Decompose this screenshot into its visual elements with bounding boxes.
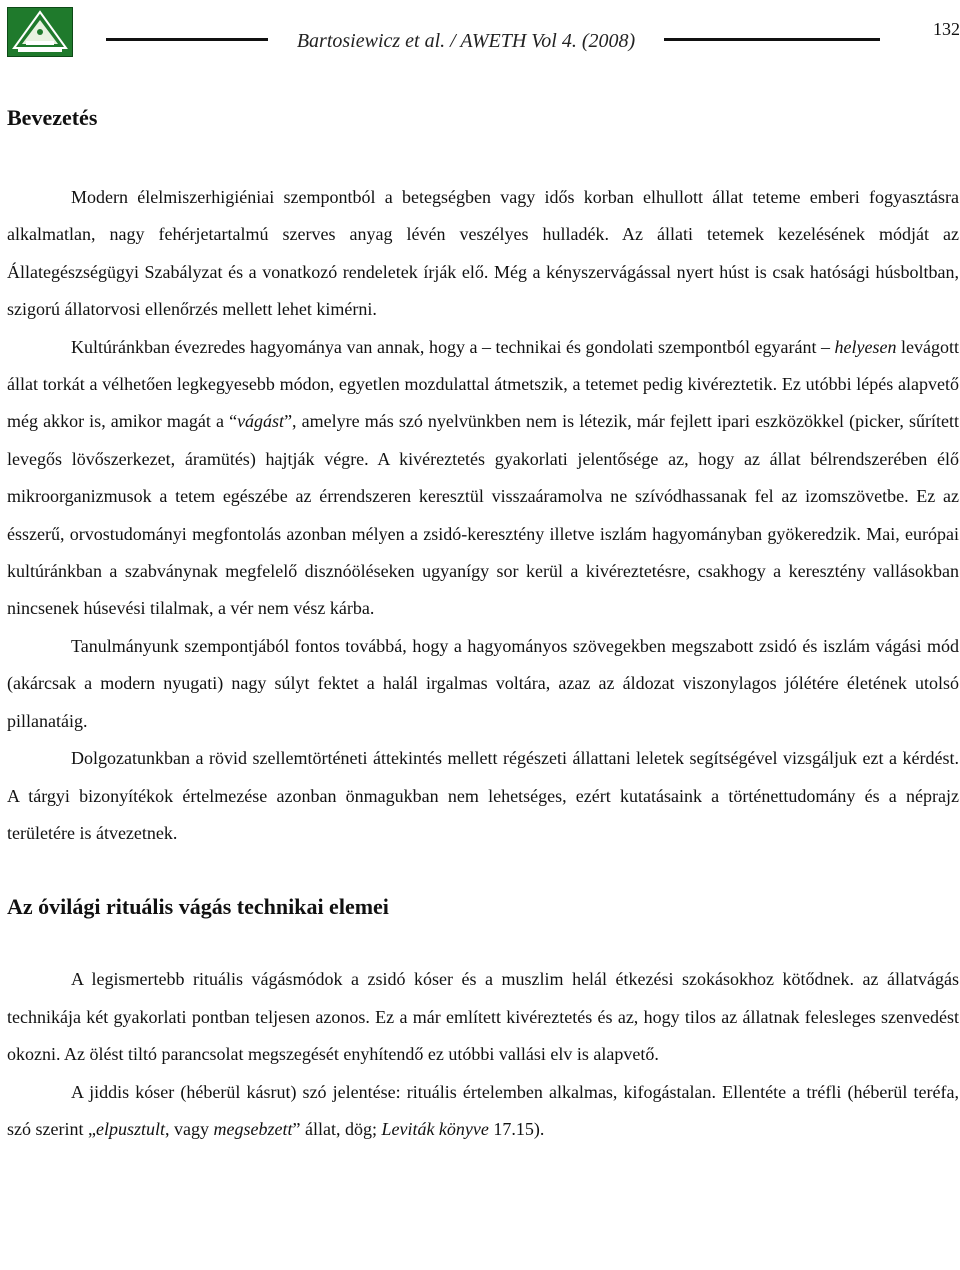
paragraph — [7, 1074, 959, 1149]
text-run: Dolgozatunkban a rövid szellemtörténeti áttekintés mellett régészeti állattani leletek segítségével vizsgáljuk ezt a kérdést. A tárgyi bizonyítékok értelmezése azonban önmagukban nem lehetséges, ezért kutatásaink a történettudomány és a néprajz területére is átvezetnek. — [7, 748, 959, 843]
paragraph — [7, 179, 959, 329]
text-run: Modern élelmiszerhigiéniai szempontból a betegségben vagy idős korban elhullott állat teteme emberi fogyasztásra alkalmatlan, nagy fehérjetartalmú szerves anyag lévén veszélyes hulladék. Az állati tetemek kezelésének módját az Állategészségügyi Szabályzat és a vonatkozó rendeletek írják elő. Még a kényszervágással nyert húst is csak hatósági húsboltban, szigorú állatorvosi ellenőrzés mellett lehet kimérni. — [7, 187, 959, 320]
section-heading-introduction: Bevezetés — [7, 105, 98, 130]
section-introduction-body — [7, 179, 959, 852]
article-body — [7, 100, 959, 1148]
paragraph — [7, 628, 959, 740]
italic-text: elpusztult — [95, 1118, 165, 1139]
paragraph — [7, 740, 959, 852]
text-run: ”, amelyre más szó nyelvünkben nem is létezik, már fejlett ipari eszközökkel (picker, sűrített levegős lövőszerkezet, áramütés) hajtják végre. A kivéreztetés gyakorlati jelentősége az, hogy az állat bélrendszerében élő mikroorganizmusok a tetem egészébe az érrendszeren keresztül visszaáramolva ne szívódhassanak fel az izomszövetbe. Ez az ésszerű, orvostudományi megfontolás azonban mélyen a zsidó-keresztény illetve iszlám hagyományban gyökeredzik. Mai, európai kultúránkban a szabványnak megfelelő disznóöléseken ugyanígy sor kerül a kivéreztetésre, csakhogy a keresztény vallásokban nincsenek húsevési tilalmak, a vér nem vész kárba. — [7, 411, 959, 619]
section-ritual-slaughter-body — [7, 961, 959, 1148]
italic-text: megsebzett — [213, 1118, 293, 1139]
text-run: levágott állat torkát a vélhetően legkegyesebb módon, egyetlen mozdulattal átmetszik, a tetemet pedig kivéreztetik. Ez utóbbi lépés alapvető még akkor is, amikor magát a “ — [7, 336, 959, 432]
italic-text: helyesen — [834, 336, 897, 357]
page-header — [0, 0, 960, 62]
header-rule-left — [106, 38, 268, 41]
header-rule-right — [664, 38, 880, 41]
italic-text: Leviták könyve — [381, 1118, 489, 1139]
logo-graphic — [8, 8, 72, 56]
text-run: , vagy — [164, 1118, 214, 1139]
page-number: 132 — [933, 19, 960, 39]
running-head: Bartosiewicz et al. / AWETH Vol 4. (2008) — [296, 30, 636, 52]
italic-text: vágást — [237, 411, 285, 432]
text-run: A jiddis kóser (héberül kásrut) szó jelentése: rituális értelemben alkalmas, kifogástalan. Ellentéte a tréfli (héberül teréfa, szó szerint „ — [7, 1081, 959, 1139]
section-heading-ritual-slaughter: Az óvilági rituális vágás technikai elemei — [7, 894, 389, 920]
paragraph — [7, 961, 959, 1073]
text-run: A legismertebb rituális vágásmódok a zsidó kóser és a muszlim helál étkezési szokásokhoz kötődnek. az állatvágás technikája két gyakorlati pontban teljesen azonos. Ez a már említett kivéreztetés és az, hogy tilos az állatnak felesleges szenvedést okozni. Az ölést tiltó parancsolat megszegését enyhítendő ez utóbbi vallási elv is alapvető. — [7, 969, 959, 1065]
paragraph — [7, 329, 959, 628]
text-run: Tanulmányunk szempontjából fontos továbbá, hogy a hagyományos szövegekben megszabott zsidó és iszlám vágási mód (akárcsak a modern nyugati) nagy súlyt fektet a halál irgalmas voltára, azaz az áldozat viszonylagos jólétére életének utolsó pillanatáig. — [7, 635, 959, 731]
text-run: Kultúránkban évezredes hagyománya van annak, hogy a – technikai és gondolati szempontból egyaránt – — [71, 336, 835, 357]
text-run: ” állat, dög; — [292, 1118, 382, 1139]
journal-logo-icon — [7, 7, 73, 57]
text-run: 17.15). — [488, 1118, 545, 1139]
